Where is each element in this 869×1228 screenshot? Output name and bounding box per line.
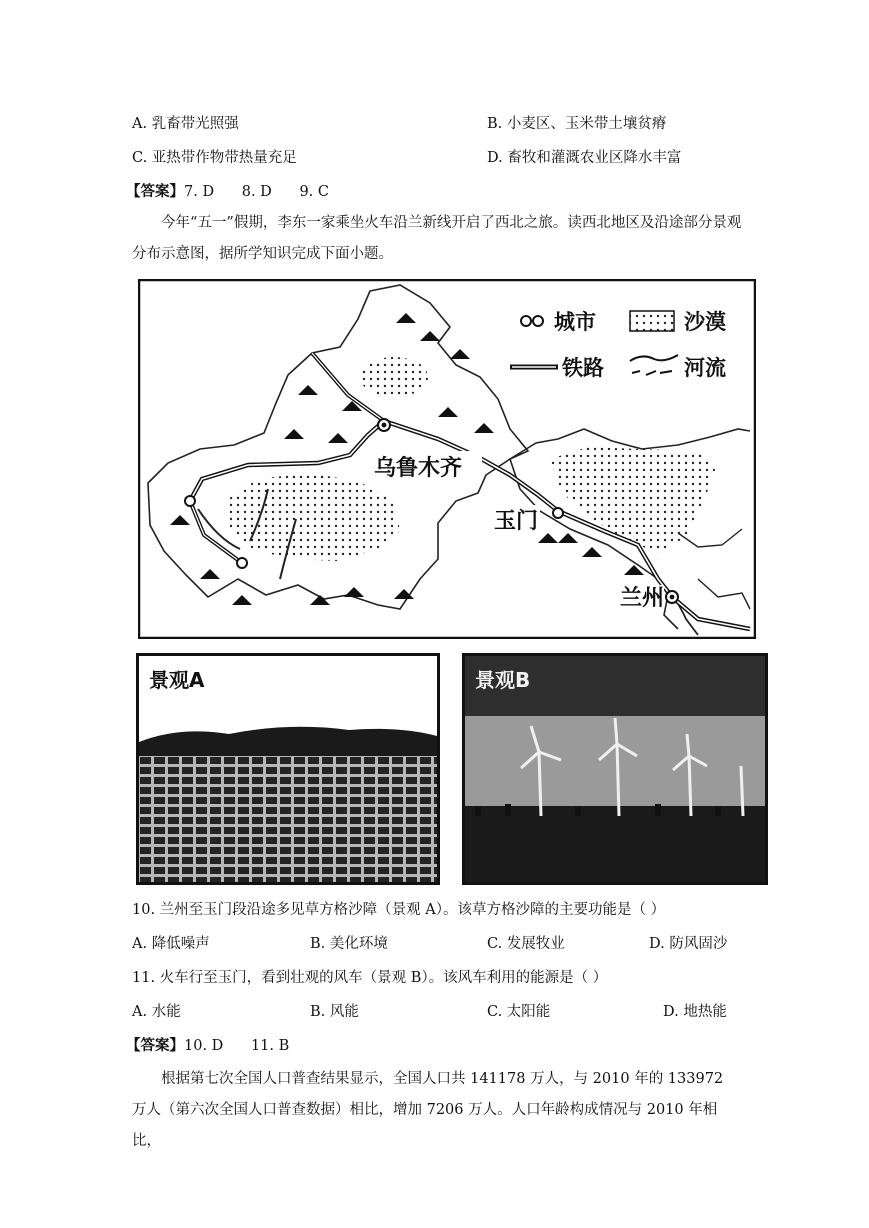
q11-option-b: B. 风能 xyxy=(310,1004,359,1020)
legend-desert-label: 沙漠 xyxy=(684,310,726,334)
answer-label: 【答案】 xyxy=(126,183,184,200)
option-a: A. 乳畜带光照强 xyxy=(132,116,239,132)
legend-river-label: 河流 xyxy=(684,356,726,380)
answer-text: 7. D 8. D 9. C xyxy=(184,184,329,200)
q10-option-b: B. 美化环境 xyxy=(310,936,388,952)
label-yumen: 玉门 xyxy=(494,509,539,534)
question-10-stem: 10. 兰州至玉门段沿途多见草方格沙障（景观 A）。该草方格沙障的主要功能是（ ） xyxy=(132,902,666,918)
scene-b-label: 景观B xyxy=(475,668,531,692)
label-lanzhou: 兰州 xyxy=(620,586,665,611)
scene-a-label: 景观A xyxy=(149,668,205,692)
legend-railway-label: 铁路 xyxy=(562,356,604,380)
q11-option-a: A. 水能 xyxy=(132,1004,181,1020)
q11-option-d: D. 地热能 xyxy=(663,1004,727,1020)
q10-option-c: C. 发展牧业 xyxy=(487,936,565,952)
answer-line-1 xyxy=(126,180,329,201)
scene-b-photo xyxy=(462,653,768,885)
answer-label: 【答案】 xyxy=(126,1037,184,1054)
option-d: D. 畜牧和灌溉农业区降水丰富 xyxy=(487,150,682,166)
scene-a-photo xyxy=(136,653,440,885)
q10-option-a: A. 降低噪声 xyxy=(132,936,210,952)
question-11-stem: 11. 火车行至玉门，看到壮观的风车（景观 B）。该风车利用的能源是（ ） xyxy=(132,970,608,986)
answer-line-2 xyxy=(126,1034,289,1055)
label-urumqi: 乌鲁木齐 xyxy=(374,456,463,481)
intro-paragraph: 今年“五一”假期，李东一家乘坐火车沿兰新线开启了西北之旅。读西北地区及沿途部分景观分布示意图，据所学知识完成下面小题。 xyxy=(132,215,742,262)
q10-option-d: D. 防风固沙 xyxy=(649,936,728,952)
census-paragraph: 根据第七次全国人口普查结果显示，全国人口共 141178 万人，与 2010 年的 133972 万人（第六次全国人口普查数据）相比，增加 7206 万人。人口年龄构成情况与 2010 年相比， xyxy=(132,1071,724,1149)
option-c: C. 亚热带作物带热量充足 xyxy=(132,150,297,166)
answer-text: 10. D 11. B xyxy=(184,1038,290,1054)
legend-city-label: 城市 xyxy=(554,310,596,334)
northwest-map xyxy=(138,279,756,639)
q11-option-c: C. 太阳能 xyxy=(487,1004,551,1020)
option-b: B. 小麦区、玉米带土壤贫瘠 xyxy=(487,116,667,132)
